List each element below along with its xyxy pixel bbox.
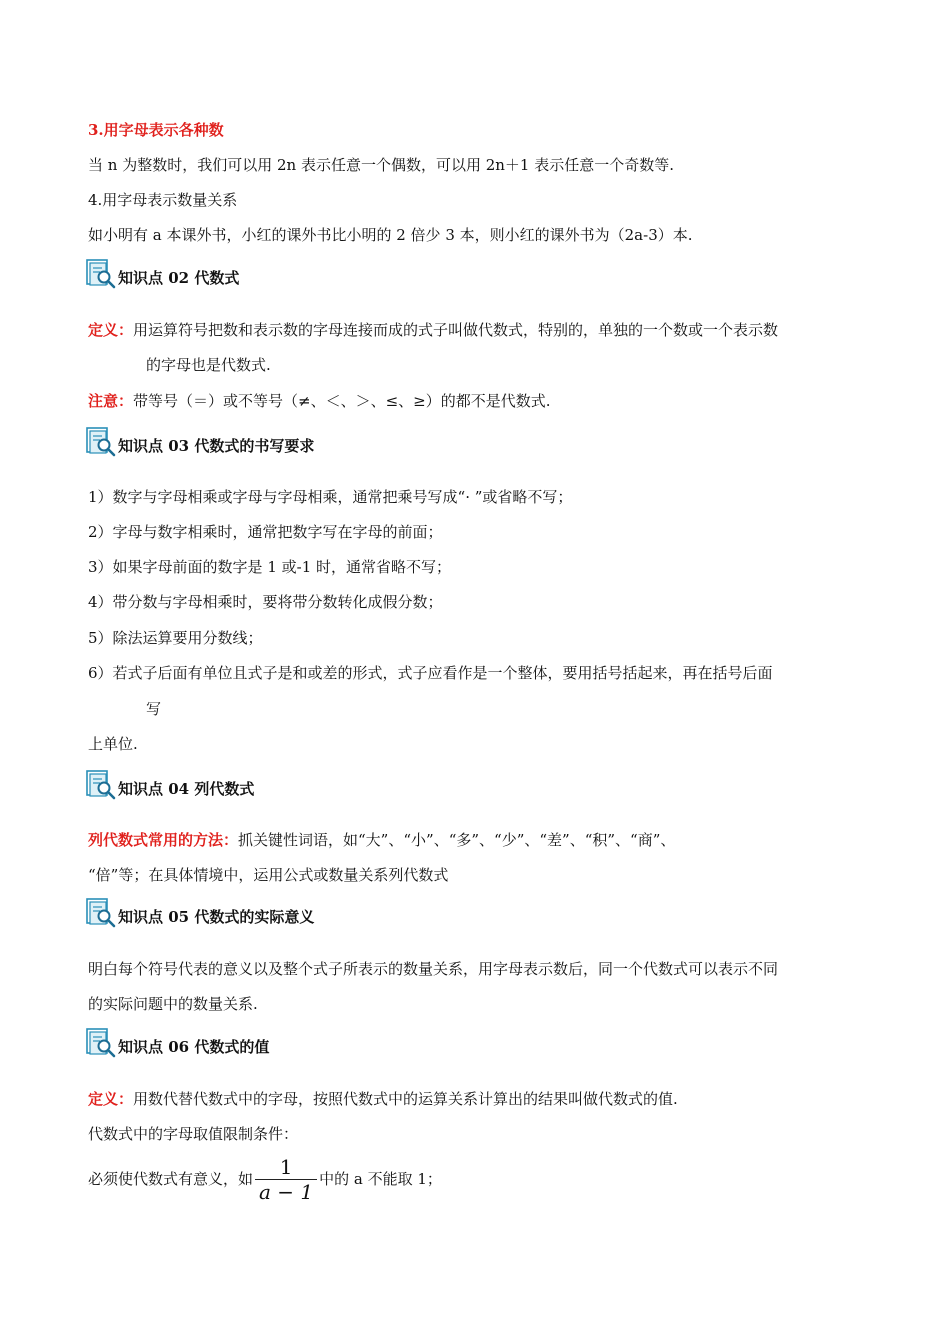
kp04-heading: [86, 766, 254, 800]
section-4-text: 如小明有 a 本课外书，小红的课外书比小明的 2 倍少 3 本，则小红的课外书为（2a-3）本.: [88, 226, 693, 244]
kp06-heading: [86, 1024, 269, 1058]
kp02-title: 知识点 02 代数式: [118, 269, 240, 287]
kp03-heading: [86, 423, 314, 457]
kp06-definition: [88, 1089, 678, 1109]
kp06-title: 知识点 06 代数式的值: [118, 1038, 270, 1056]
kp04-title: 知识点 04 列代数式: [118, 780, 255, 798]
fraction-numerator: 1: [279, 1154, 293, 1179]
kp03-item: 1）数字与字母相乘或字母与字母相乘，通常把乘号写成“· ”或省略不写；: [88, 488, 573, 506]
kp03-item: 2）字母与数字相乘时，通常把数字写在字母的前面；: [88, 523, 443, 541]
magnifier-document-icon: [86, 770, 116, 800]
kp06-def-label: 定义：: [88, 1090, 134, 1108]
kp02-note: [88, 391, 551, 411]
magnifier-document-icon: [86, 1028, 116, 1058]
kp02-def-text: 用运算符号把数和表示数的字母连接而成的式子叫做代数式，特别的，单独的一个数或一个表示数: [133, 321, 779, 339]
kp02-heading: [86, 255, 239, 289]
kp03-title: 知识点 03 代数式的书写要求: [118, 437, 315, 455]
fraction-denominator: a − 1: [255, 1179, 317, 1204]
kp03-item: 6）若式子后面有单位且式子是和或差的形式，式子应看作是一个整体，要用括号括起来，再在括号后面: [88, 664, 773, 682]
kp04-method: [88, 830, 675, 850]
kp02-def-label: 定义：: [88, 321, 134, 339]
kp06-must-line: [88, 1154, 442, 1204]
kp03-item: 4）带分数与字母相乘时，要将带分数转化成假分数；: [88, 593, 443, 611]
section-3-text: 当 n 为整数时，我们可以用 2n 表示任意一个偶数，可以用 2n＋1 表示任意一个奇数等.: [88, 156, 674, 174]
kp05-heading: [86, 894, 314, 928]
section-4-title: 4.用字母表示数量关系: [88, 191, 238, 209]
kp04-method-text: 抓关键性词语，如“大”、“小”、“多”、“少”、“差”、“积”、“商”、: [238, 831, 676, 849]
kp03-item6-end: 上单位.: [88, 735, 138, 753]
kp03-item: 5）除法运算要用分数线；: [88, 629, 263, 647]
kp03-item6-cont: 写: [146, 700, 162, 718]
magnifier-document-icon: [86, 898, 116, 928]
magnifier-document-icon: [86, 259, 116, 289]
kp05-title: 知识点 05 代数式的实际意义: [118, 908, 315, 926]
kp06-must-prefix: 必须使代数式有意义，如: [88, 1170, 254, 1188]
kp05-line2: 的实际问题中的数量关系.: [88, 995, 258, 1013]
kp04-method-label: 列代数式常用的方法：: [88, 831, 239, 849]
kp02-definition: [88, 320, 778, 340]
kp03-item: 3）如果字母前面的数字是 1 或-1 时，通常省略不写；: [88, 558, 452, 576]
kp02-def-line2: 的字母也是代数式.: [146, 356, 271, 374]
kp05-line1: 明白每个符号代表的意义以及整个式子所表示的数量关系，用字母表示数后，同一个代数式可以表示不同: [88, 960, 779, 978]
section-3-title: 3.用字母表示各种数: [88, 121, 224, 139]
kp02-note-text: 带等号（＝）或不等号（≠、＜、＞、≤、≥）的都不是代数式.: [133, 392, 551, 410]
magnifier-document-icon: [86, 427, 116, 457]
kp04-method-line2: “倍”等；在具体情境中，运用公式或数量关系列代数式: [88, 866, 449, 884]
kp06-def-text: 用数代替代数式中的字母，按照代数式中的运算关系计算出的结果叫做代数式的值.: [133, 1090, 678, 1108]
kp06-condition: 代数式中的字母取值限制条件：: [88, 1125, 299, 1143]
fraction: [255, 1155, 317, 1204]
kp06-must-suffix: 中的 a 不能取 1；: [319, 1170, 442, 1188]
kp02-note-label: 注意：: [88, 392, 134, 410]
